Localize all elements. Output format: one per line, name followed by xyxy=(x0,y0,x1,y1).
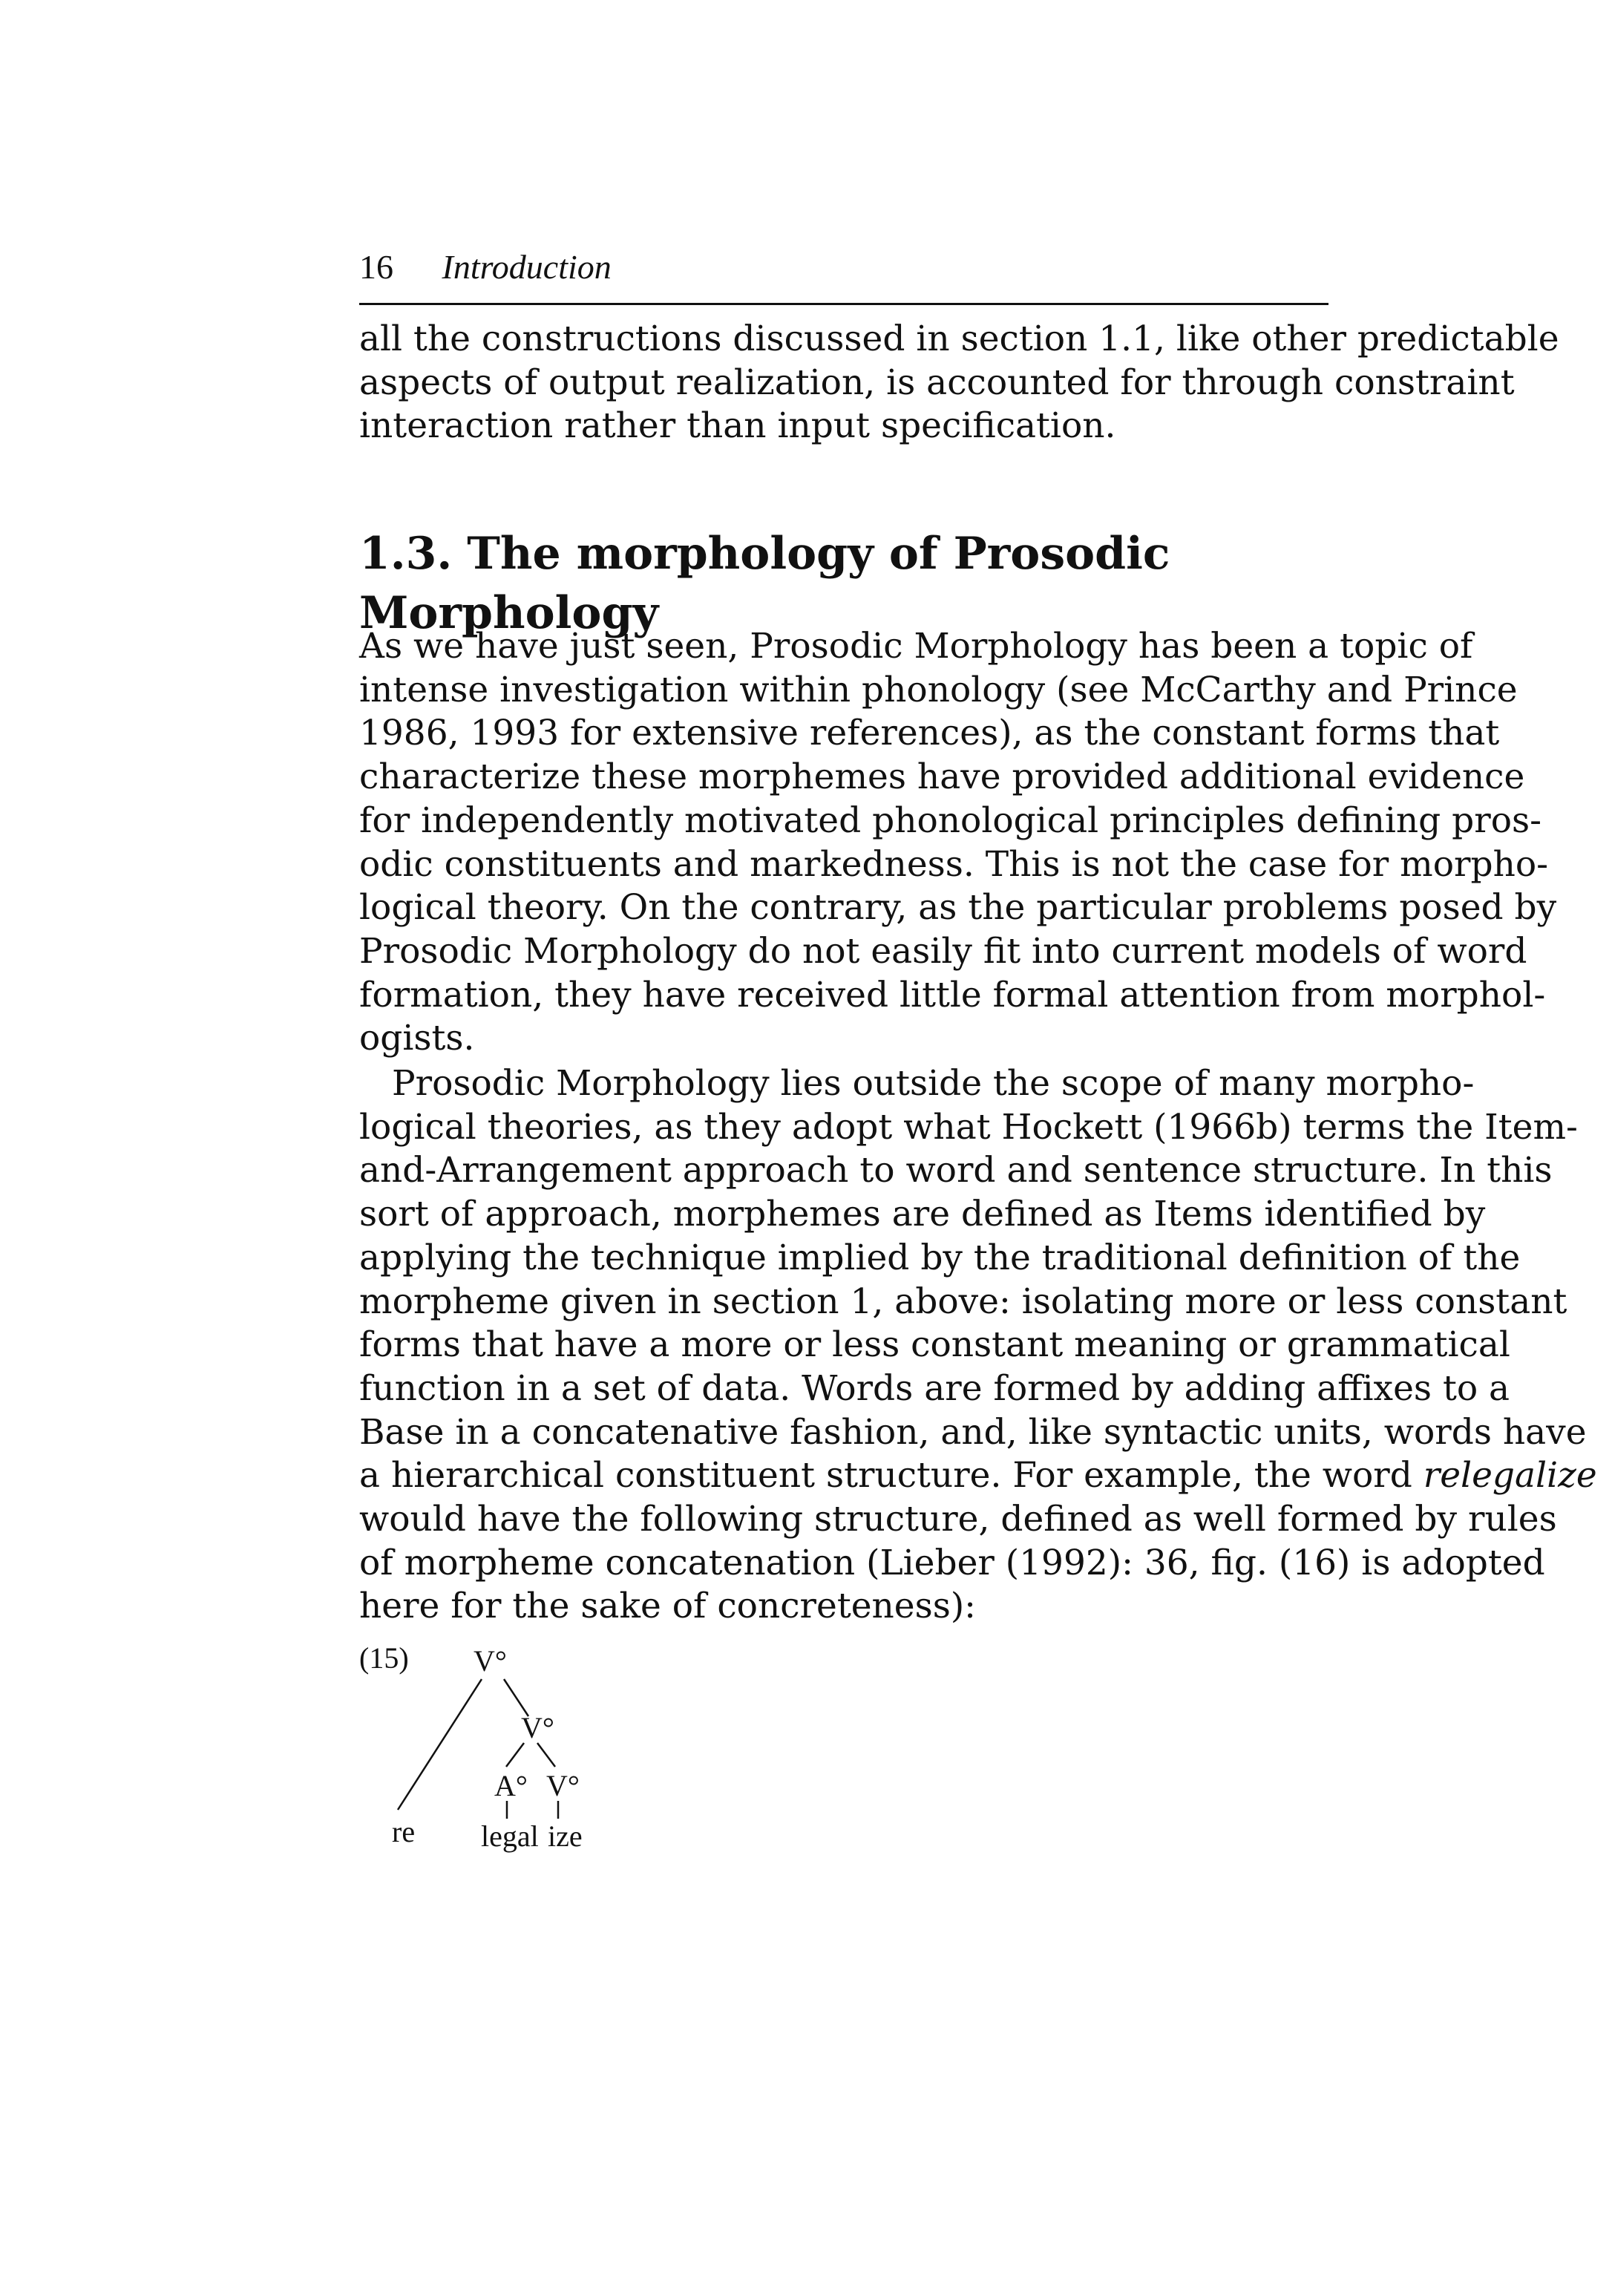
text-line: logical theories, as they adopt what Hockett (1966b) terms the Item- xyxy=(359,1106,1578,1148)
paragraph-1 xyxy=(359,318,1559,448)
text-line: As we have just seen, Prosodic Morphology has been a topic of xyxy=(359,626,1473,667)
section-number: 1.3. xyxy=(359,528,453,580)
text-line: for independently motivated phonological principles defining pros- xyxy=(359,799,1542,841)
text-line: morpheme given in section 1, above: isolating more or less constant xyxy=(359,1281,1567,1322)
text-line: sort of approach, morphemes are defined as Items identified by xyxy=(359,1194,1486,1235)
text-line: applying the technique implied by the traditional definition of the xyxy=(359,1237,1521,1278)
tree-leaf-root: legal xyxy=(481,1819,539,1853)
section-title: The morphology of Prosodic Morphology xyxy=(359,528,1170,639)
example-number: (15) xyxy=(359,1641,409,1675)
text-line: would have the following structure, defined as well formed by rules xyxy=(359,1499,1557,1540)
example-15-tree xyxy=(359,1633,805,1856)
emphasized-word: relegalize xyxy=(1423,1455,1597,1497)
text-line: function in a set of data. Words are formed by adding affixes to a xyxy=(359,1367,1510,1409)
text-line: ogists. xyxy=(359,1018,475,1059)
text-line: and-Arrangement approach to word and sentence structure. In this xyxy=(359,1150,1553,1191)
tree-leaf-suffix: ize xyxy=(548,1819,583,1853)
branch-mid-to-verb xyxy=(537,1743,555,1767)
text-line: aspects of output realization, is accounted for through constraint xyxy=(359,362,1515,403)
text-line: of morpheme concatenation (Lieber (1992): 36, fig. (16) is adopted xyxy=(359,1542,1545,1583)
page-number: 16 xyxy=(359,248,393,286)
text-fragment: a hierarchical constituent structure. For example, the word xyxy=(359,1455,1412,1497)
text-line-with-emphasis xyxy=(359,1454,1597,1498)
tree-node-mid: V° xyxy=(521,1711,554,1744)
paragraph-2 xyxy=(359,625,1557,1061)
text-line: 1986, 1993 for extensive references), as the constant forms that xyxy=(359,713,1500,754)
tree-leaf-prefix: re xyxy=(392,1815,416,1848)
text-line: here for the sake of concreteness): xyxy=(359,1586,977,1627)
text-line: intense investigation within phonology (see McCarthy and Prince xyxy=(359,669,1518,710)
text-line: odic constituents and markedness. This is not the case for morpho- xyxy=(359,843,1549,885)
running-title: Introduction xyxy=(442,248,612,286)
tree-node-top: V° xyxy=(474,1644,507,1678)
text-line: Base in a concatenative fashion, and, like syntactic units, words have xyxy=(359,1411,1587,1453)
branch-top-to-prefix xyxy=(398,1679,482,1810)
tree-node-adj: A° xyxy=(494,1769,528,1802)
page-header xyxy=(359,245,1328,305)
text-line: interaction rather than input specification. xyxy=(359,405,1116,447)
text-line: forms that have a more or less constant meaning or grammatical xyxy=(359,1324,1510,1366)
paragraph-3 xyxy=(359,1062,1597,1629)
text-line: Prosodic Morphology lies outside the scope of many morpho- xyxy=(392,1063,1475,1104)
text-line: Prosodic Morphology do not easily fit into current models of word xyxy=(359,930,1527,972)
text-line: all the constructions discussed in section 1.1, like other predictable xyxy=(359,318,1559,359)
text-line: logical theory. On the contrary, as the particular problems posed by xyxy=(359,887,1557,929)
text-line: characterize these morphemes have provided additional evidence xyxy=(359,756,1525,798)
text-line: formation, they have received little formal attention from morphol- xyxy=(359,974,1546,1015)
tree-node-verb: V° xyxy=(546,1769,580,1802)
branch-mid-to-adj xyxy=(506,1743,524,1767)
